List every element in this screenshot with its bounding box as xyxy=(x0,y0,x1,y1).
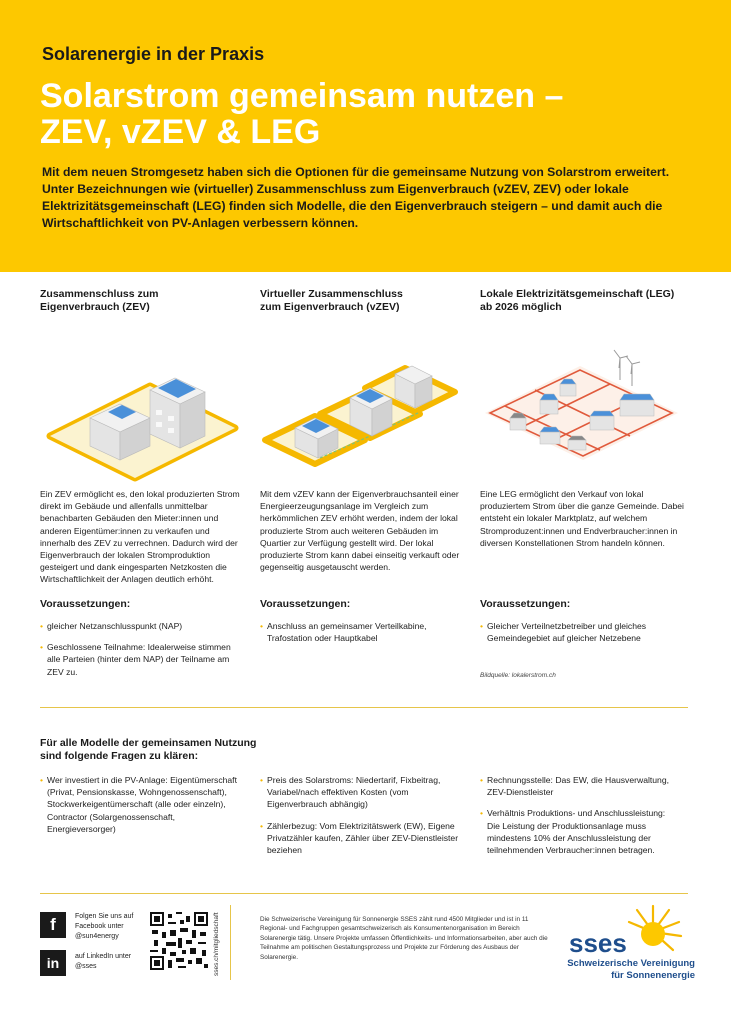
prerequisites-label: Voraussetzungen: xyxy=(260,598,351,610)
questions-title xyxy=(40,737,360,763)
column-zev xyxy=(40,288,240,677)
column-title xyxy=(480,288,680,318)
org-name-line-1: Schweizerische Vereinigung xyxy=(567,958,695,969)
questions-title-line-1: Für alle Modelle der gemeinsamen Nutzung xyxy=(40,737,257,749)
column-body-text: Eine LEG ermöglicht den Verkauf von lokal produziertem Strom über die ganze Gemeinde. Dabei entsteht ein lokaler Marktplatz, auf welchem Stromproduzent:innen und Endverbraucher:innen in diversen Konstellationen Strom handeln können. xyxy=(480,489,684,548)
column-title-line-1: Zusammenschluss zum xyxy=(40,288,159,300)
title-line-2: ZEV, vZEV & LEG xyxy=(40,113,321,151)
list-item: • Rechnungsstelle: Das EW, die Hausverwaltung, ZEV-Dienstleister xyxy=(480,774,680,798)
kicker: Solarenergie in der Praxis xyxy=(42,44,265,64)
prerequisites-label: Voraussetzungen: xyxy=(480,598,571,610)
questions-list-2 xyxy=(260,774,460,865)
list-item: • Anschluss an gemeinsamer Verteilkabine, Trafostation oder Hauptkabel xyxy=(260,620,460,644)
column-title-line-2: zum Eigenverbrauch (vZEV) xyxy=(260,301,400,313)
prerequisites-list xyxy=(260,620,460,653)
column-leg xyxy=(480,288,684,679)
list-item: • Geschlossene Teilnahme: Idealerweise stimmen alle Parteien (hinter dem NAP) der Teilname am ZEV zu. xyxy=(40,641,240,678)
website-link[interactable] xyxy=(208,908,222,978)
footer-divider xyxy=(230,905,231,980)
facebook-text xyxy=(75,912,155,942)
linkedin-line: auf LinkedIn unter xyxy=(75,953,132,960)
logo-wordmark: sses xyxy=(569,928,627,958)
linkedin-icon[interactable]: in xyxy=(40,950,66,976)
facebook-line: Facebook unter xyxy=(75,923,124,930)
website-url[interactable]: sses.ch/mitgliedschaft xyxy=(213,912,220,976)
column-title-line-1: Lokale Elektrizitätsgemeinschaft (LEG) xyxy=(480,288,675,300)
facebook-handle[interactable]: @sun4energy xyxy=(75,933,119,940)
linkedin-handle[interactable]: @sses xyxy=(75,963,97,970)
questions-title-line-2: sind folgende Fragen zu klären: xyxy=(40,750,199,762)
facebook-icon[interactable]: f xyxy=(40,912,66,938)
linkedin-text xyxy=(75,952,155,972)
org-name-line-2: für Sonnenenergie xyxy=(611,970,695,981)
list-item: • Wer investiert in die PV-Anlage: Eigentümerschaft (Privat, Pensionskasse, Wohngenossenschaft), Stockwerkeigentümerschaft (alle oder einzeln), Contractor (Solargenossenschaft, Energieversorger) xyxy=(40,774,240,835)
questions-list-1 xyxy=(40,774,240,844)
prerequisites-list xyxy=(480,620,680,653)
column-body-text: Mit dem vZEV kann der Eigenverbrauchsanteil einer Energieerzeugungsanlage im Vergleich zum herkömmlichen ZEV erhöht werden, indem der lokal produzierte Strom auch weiteren Gebäuden im Quartier zur Verfügung gestellt wird. Der lokal produzierte Strom kann dabei einseitig verkauft oder gegenseitig ausgetauscht werden. xyxy=(260,489,460,573)
list-item: • Preis des Solarstroms: Niedertarif, Fixbeitrag, Variabel/nach effektiven Kosten (vom Eigenverbrauch abhängig) xyxy=(260,774,460,811)
linkedin-block[interactable] xyxy=(40,950,140,984)
list-item: • Verhältnis Produktions- und Anschlussleistung: Die Leistung der Produktionsanlage muss mindestens 10% der Anschlussleistung der teilnehmenden Verbraucher:innen betragen. xyxy=(480,807,680,856)
column-vzev xyxy=(260,288,460,644)
about-text: Die Schweizerische Vereinigung für Sonnenergie SSES zählt rund 4500 Mitglieder und ist in 11 Regional- und Fachgruppen gesamtschweizerisch als Konsumentenorganisation im Bereich Solarenergie tätig. Unsere Projekte umfassen Öffentlichkeits- und Informationsarbeiten, aber auch die Teilnahme am politischen Gestaltungsprozess und Projekte zur Förderung des Ausbaus der Solarenergie. xyxy=(260,916,548,961)
divider xyxy=(40,707,688,708)
list-item: • gleicher Netzanschlusspunkt (NAP) xyxy=(40,620,240,632)
column-title-line-2: ab 2026 möglich xyxy=(480,301,562,313)
facebook-line: Folgen Sie uns auf xyxy=(75,913,134,920)
intro-text: Mit dem neuen Stromgesetz haben sich die Optionen für die gemeinsame Nutzung von Solarstrom erweitert. Unter Bezeichnungen wie (virtueller) Zusammenschluss zum Eigenverbrauch (vZEV, ZEV) oder lokale Elektrizitätsgemeinschaft (LEG) finden sich Modelle, die den Eigenverbrauch steigern – und damit auch die Wirtschaftlichkeit von PV-Anlagen verbessern können. xyxy=(42,165,670,230)
facebook-block[interactable] xyxy=(40,912,140,946)
title-line-1: Solarstrom gemeinsam nutzen – xyxy=(40,77,564,115)
prerequisites-label: Voraussetzungen: xyxy=(40,598,131,610)
prerequisites-list xyxy=(40,620,240,687)
list-item: • Gleicher Verteilnetzbetreiber und gleiches Gemeindegebiet auf gleicher Netzebene xyxy=(480,620,680,644)
qr-code-icon[interactable] xyxy=(150,912,208,970)
image-credit: Bildquelle: lokalerstrom.ch xyxy=(480,672,556,679)
column-title xyxy=(40,288,240,318)
leg-illustration xyxy=(480,328,680,488)
zev-illustration xyxy=(40,328,240,488)
vzev-illustration xyxy=(260,328,460,488)
column-title xyxy=(260,288,460,318)
page-title xyxy=(40,78,680,150)
hero-banner xyxy=(0,0,731,272)
column-title-line-1: Virtueller Zusammenschluss xyxy=(260,288,403,300)
org-name xyxy=(560,958,695,982)
column-title-line-2: Eigenverbrauch (ZEV) xyxy=(40,301,150,313)
questions-list-3 xyxy=(480,774,680,865)
list-item: • Zählerbezug: Vom Elektrizitätswerk (EW), Eigene Privatzähler kaufen, Zähler über ZEV-Dienstleister beziehen xyxy=(260,820,460,857)
column-body-text: Ein ZEV ermöglicht es, den lokal produzierten Strom direkt im Gebäude und allenfalls unmittelbar benachbarten Gebäuden den Mieter:innen und anderen Eigentümer:innen zu verkaufen und innerhalb des ZEV zu verrechnen. Dadurch wird der Eigenverbrauch der lokalen Stromproduktion gesteigert und dank eingesparten Netzkosten die Wirtschaftlichkeit der Anlagen deutlich erhöht. xyxy=(40,489,240,585)
divider xyxy=(40,893,688,894)
